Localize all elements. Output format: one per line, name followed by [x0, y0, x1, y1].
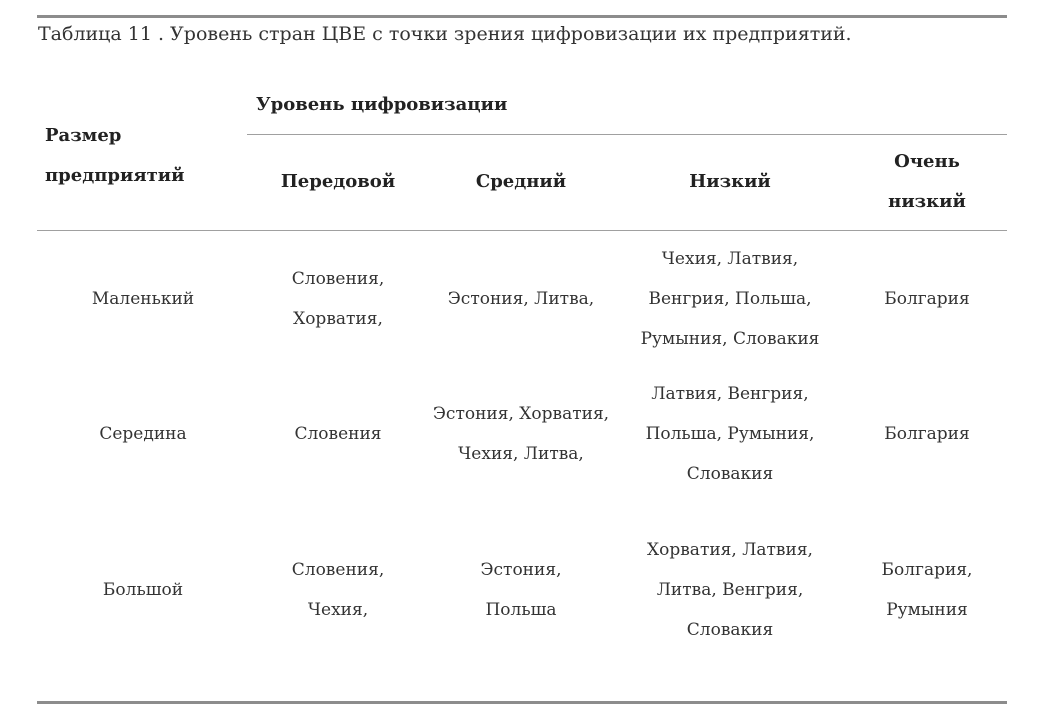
table-row-medium-medium: Эстония, Хорватия, Чехия, Литва, [432, 404, 610, 464]
column-header-medium: Средний [475, 171, 567, 192]
header-bottom-rule [37, 230, 1007, 231]
group-header-digitalization: Уровень цифровизации [256, 94, 508, 115]
table-row-large-low: Хорватия, Латвия, Литва, Венгрия, Словакия [647, 540, 813, 640]
column-header-very-low: Очень низкий [888, 151, 966, 212]
group-header-rule [247, 134, 1007, 135]
column-header-low: Низкий [689, 171, 771, 192]
table-row-small-size: Маленький [91, 289, 195, 309]
table-row-medium-size: Середина [99, 424, 187, 444]
table-row-large-size: Большой [102, 580, 184, 600]
table-bottom-rule [37, 701, 1007, 704]
table-row-medium-advanced: Словения [294, 424, 382, 444]
table-row-small-medium: Эстония, Литва, [447, 289, 595, 309]
table-row-small-advanced: Словения, Хорватия, [291, 269, 385, 329]
table-row-medium-low: Латвия, Венгрия, Польша, Румыния, Словакия [645, 384, 815, 484]
row-header-size [45, 116, 215, 196]
table-row-large-advanced: Словения, Чехия, [291, 560, 385, 620]
table-row-small-low: Чехия, Латвия, Венгрия, Польша, Румыния, Словакия [640, 249, 820, 349]
table-row-medium-very-low: Болгария [884, 424, 970, 444]
table-row-small-very-low: Болгария [884, 289, 970, 309]
table-row-large-very-low: Болгария, Румыния [881, 560, 973, 620]
row-header-size-label: Размер предприятий [45, 125, 185, 186]
table-caption: Таблица 11 . Уровень стран ЦВЕ с точки зрения цифровизации их предприятий. [38, 23, 852, 45]
table-row-large-medium: Эстония, Польша [480, 560, 562, 620]
table-top-rule [37, 15, 1007, 18]
column-header-advanced: Передовой [280, 171, 396, 192]
